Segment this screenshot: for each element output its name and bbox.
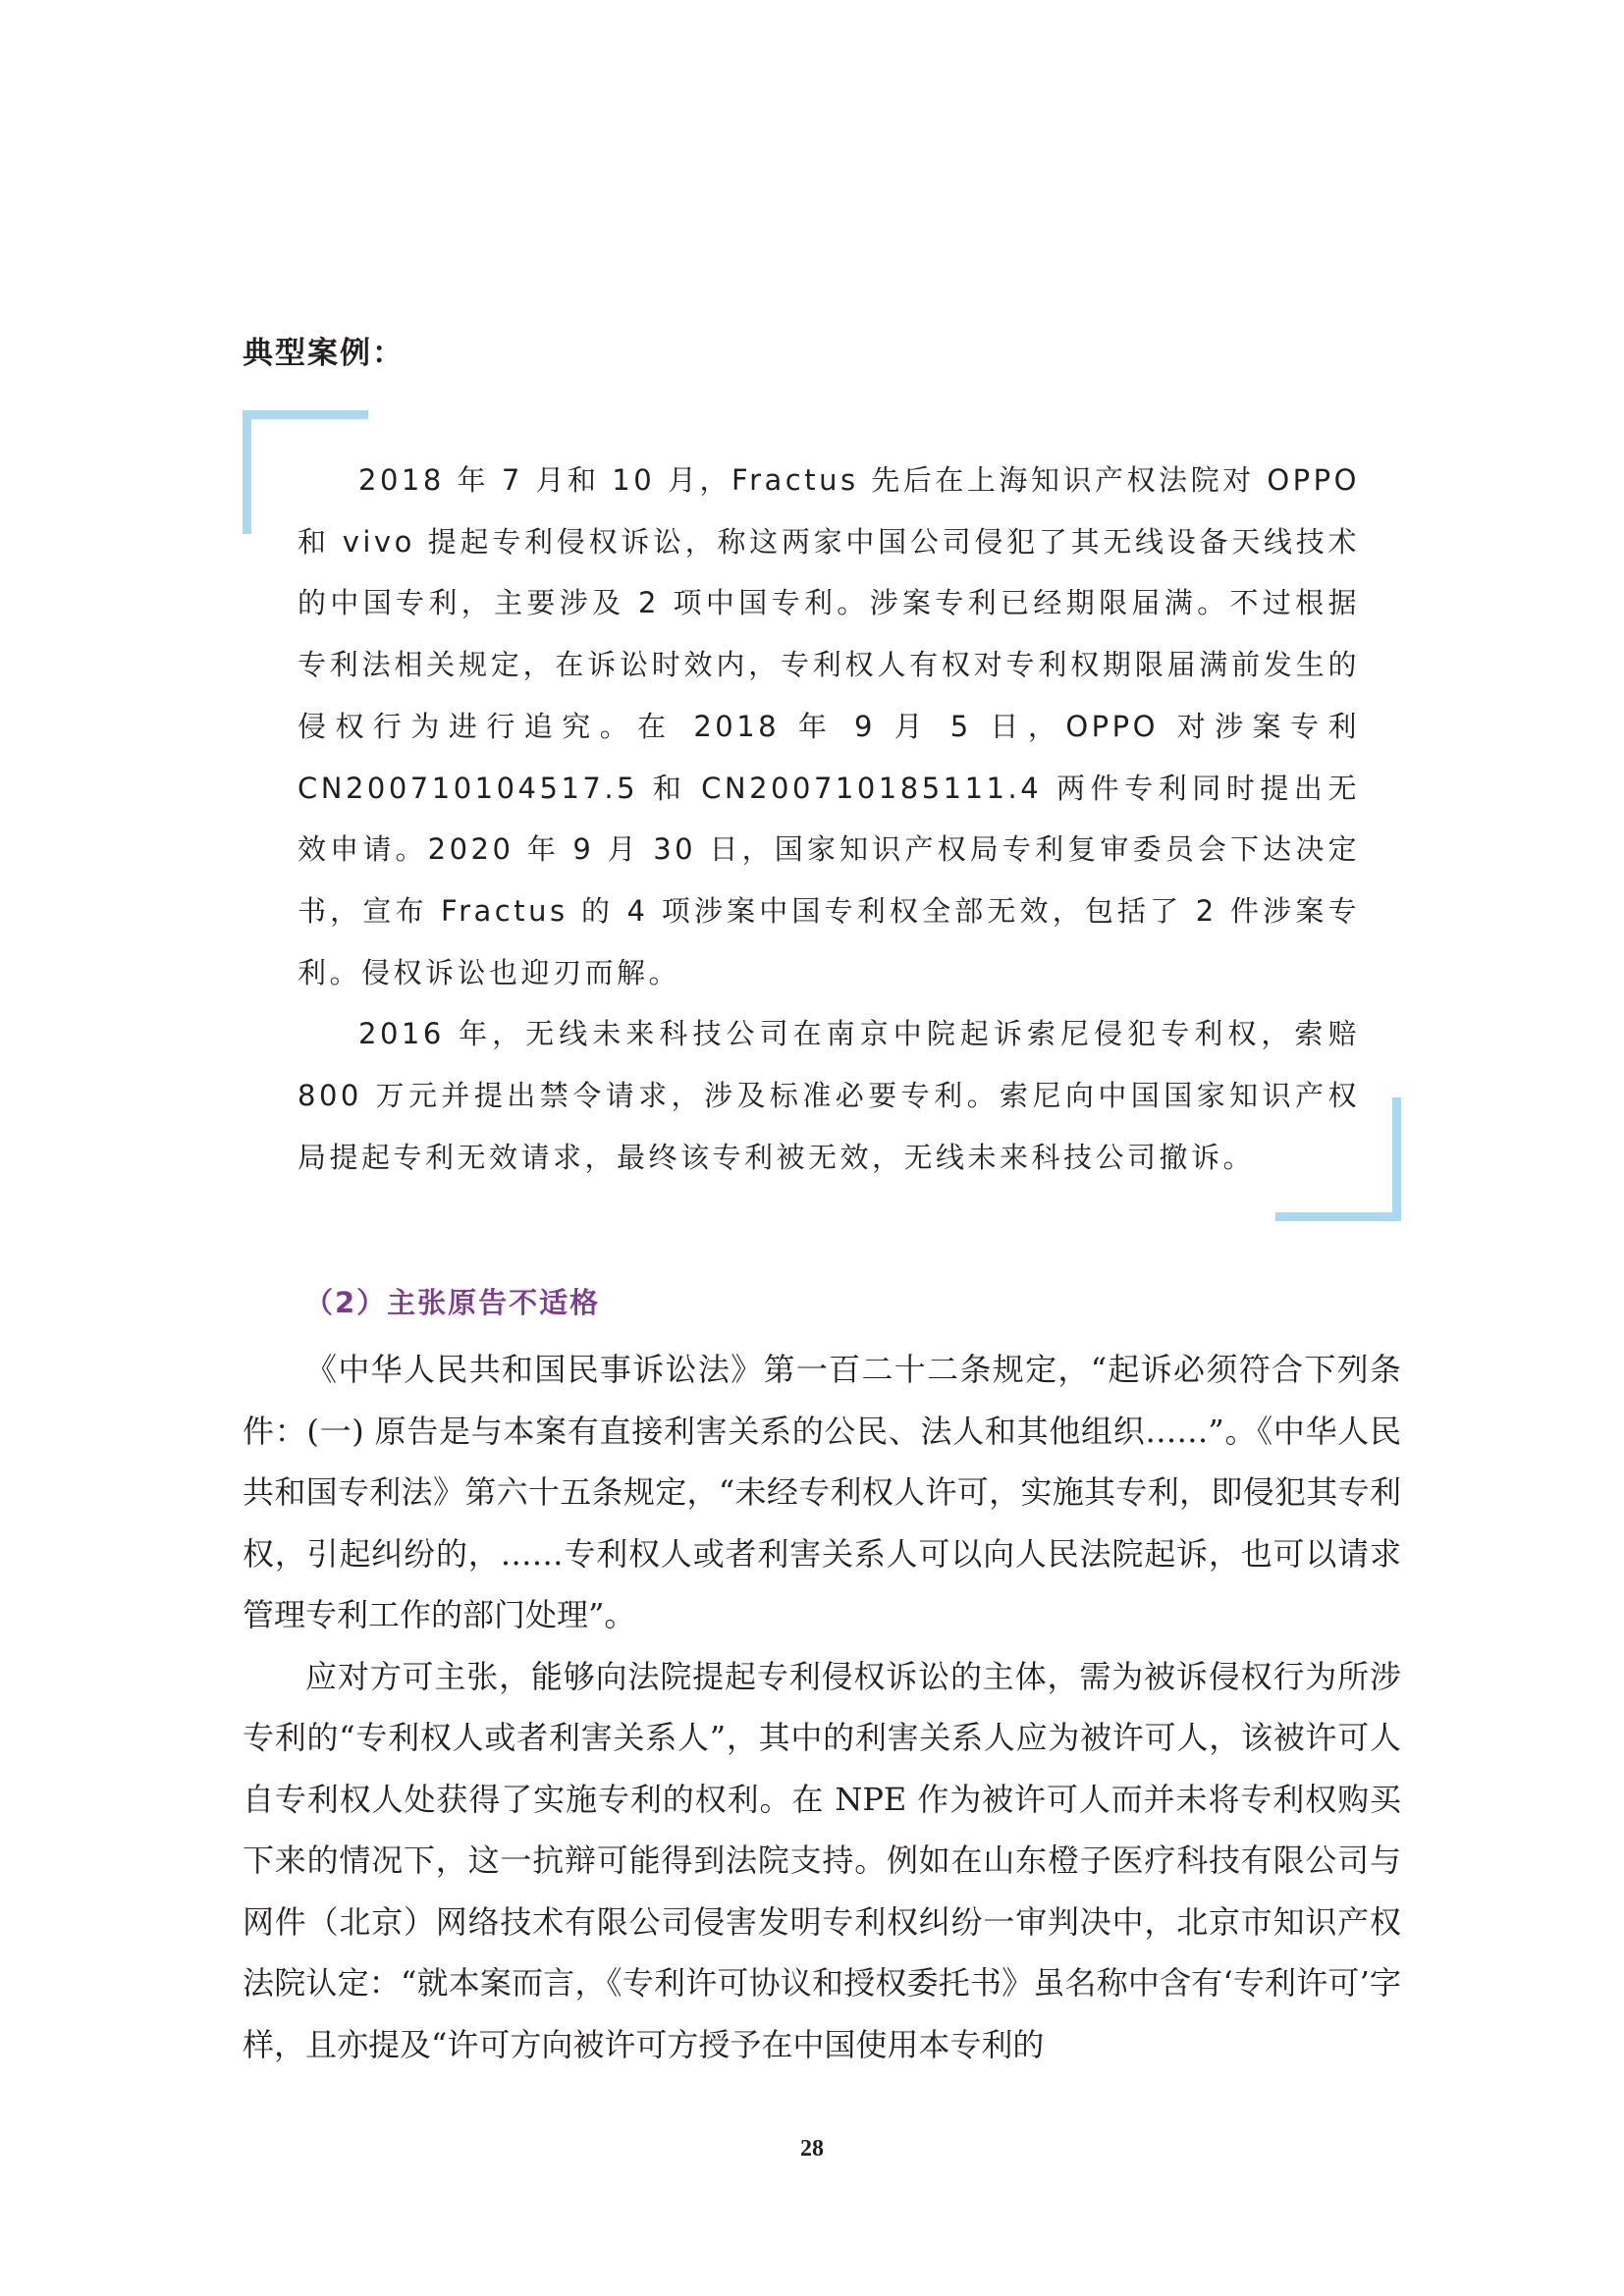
page-number: 28 [800, 2136, 824, 2162]
case-heading: 典型案例： [243, 336, 405, 371]
bracket-bottom-right-vertical [1392, 1097, 1401, 1221]
section-body [243, 1339, 1401, 2075]
bracket-top-left-vertical [243, 410, 251, 534]
bracket-bottom-right-horizontal [1275, 1212, 1401, 1221]
section-title: （2）主张原告不适格 [304, 1286, 601, 1319]
case-box [243, 410, 1401, 1221]
bracket-top-left-horizontal [243, 410, 368, 419]
case-paragraph: 2018 年 7 月和 10 月，Fractus 先后在上海知识产权法院对 OPPO 和 vivo 提起专利侵权诉讼，称这两家中国公司侵犯了其无线设备天线技术的中国专利，主要涉及 2 项中国专利。涉案专利已经期限届满。不过根据专利法相关规定，在诉讼时效内，专利权人有权对专利权期限届满前发生的侵权行为进行追究。在 2018 年 9 月 5 日，OPPO 对涉案专利 CN200710104517.5 和 CN200710185111.4 两件专利同时提出无效申请。2020 年 9 月 30 日，国家知识产权局专利复审委员会下达决定书，宣布 Fractus 的 4 项涉案中国专利权全部无效，包括了 2 件涉案专利。侵权诉讼也迎刃而解。 [298, 463, 1360, 989]
body-paragraph: 《中华人民共和国民事诉讼法》第一百二十二条规定，“起诉必须符合下列条件：(一) 原告是与本案有直接利害关系的公民、法人和其他组织……”。《中华人民共和国专利法》第六十五条规定，“未经专利权人许可，实施其专利，即侵犯其专利权，引起纠纷的，……专利权人或者利害关系人可以向人民法院起诉，也可以请求管理专利工作的部门处理”。 [243, 1351, 1401, 1633]
case-paragraph: 2016 年，无线未来科技公司在南京中院起诉索尼侵犯专利权，索赔 800 万元并提出禁令请求，涉及标准必要专利。索尼向中国国家知识产权局提起专利无效请求，最终该专利被无效，无线未来科技公司撤诉。 [298, 1017, 1360, 1174]
case-text [298, 450, 1360, 1188]
body-paragraph: 应对方可主张，能够向法院提起专利侵权诉讼的主体，需为被诉侵权行为所涉专利的“专利权人或者利害关系人”，其中的利害关系人应为被许可人，该被许可人自专利权人处获得了实施专利的权利。在 NPE 作为被许可人而并未将专利权购买下来的情况下，这一抗辩可能得到法院支持。例如在山东橙子医疗科技有限公司与网件（北京）网络技术有限公司侵害发明专利权纠纷一审判决中，北京市知识产权法院认定：“就本案而言，《专利许可协议和授权委托书》虽名称中含有‘专利许可’字样，且亦提及“许可方向被许可方授予在中国使用本专利的 [243, 1657, 1401, 2063]
